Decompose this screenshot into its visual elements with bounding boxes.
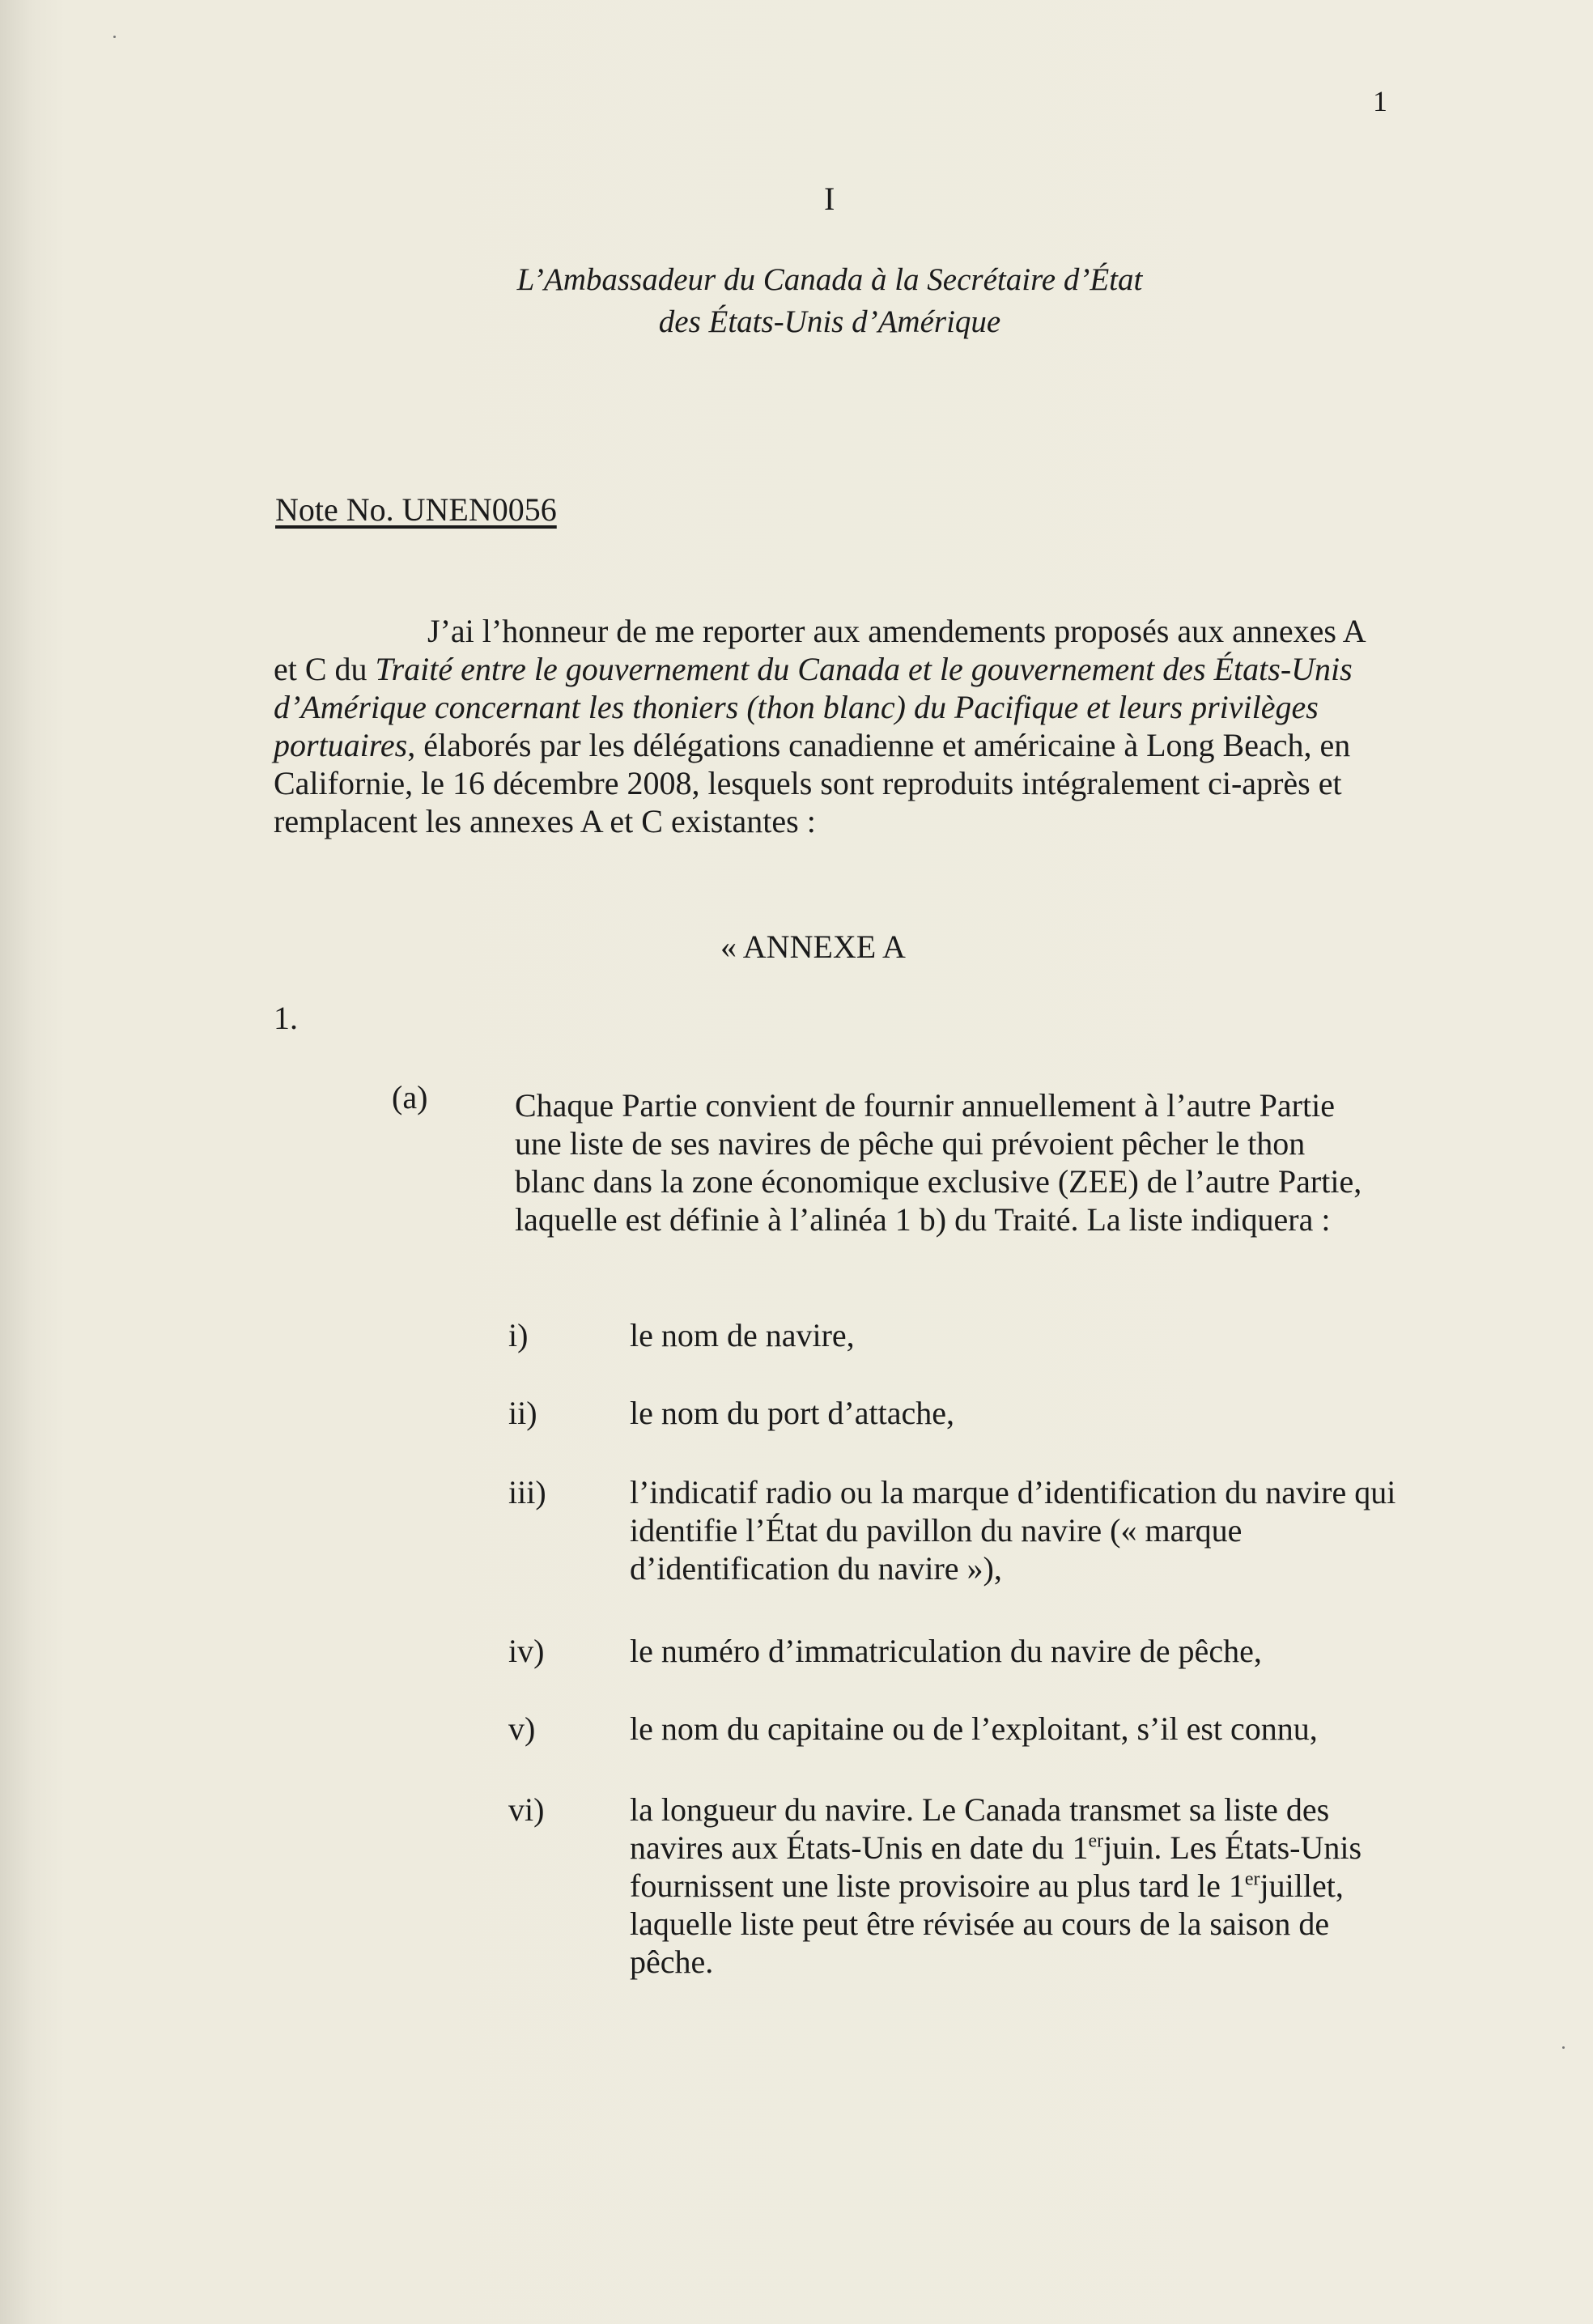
list-item-label: i) [508,1317,529,1353]
section-number: 1. [274,1000,298,1036]
list-item [508,1632,1399,1670]
superscript-er: er [1244,1868,1260,1890]
list-item-text: l’indicatif radio ou la marque d’identification du navire qui identifie l’État du pavillon du navire (« marque d’identification du navire »), [630,1474,1396,1587]
list-item [508,1473,1399,1587]
heading-line-2: des États-Unis d’Amérique [658,304,1001,339]
list-item-label: ii) [508,1395,537,1431]
list-item-text: le nom du capitaine ou de l’exploitant, s’il est connu, [630,1710,1318,1747]
list-item [508,1710,1399,1748]
heading-line-1: L’Ambassadeur du Canada à la Secrétaire d’État [516,262,1143,297]
scan-speck [1562,2046,1565,2049]
list-item [508,1791,1399,1981]
intro-text-part1: J’ai l’honneur de me reporter aux amendements proposés aux annexes A et C du [274,613,1365,687]
scan-speck [113,36,116,38]
annex-title: « ANNEXE A [720,928,906,965]
list-item-label: iv) [508,1633,545,1669]
list-item-label: vi) [508,1791,545,1828]
paragraph-a-label: (a) [392,1079,428,1115]
list-item-text [630,1791,1399,1981]
paragraph-a-text: Chaque Partie convient de fournir annuellement à l’autre Partie une liste de ses navires de pêche qui prévoient pêcher le thon blanc dans la zone économique exclusive (ZEE) de l’autre Partie, laquelle est définie à l’alinéa 1 b) du Traité. La liste indiquera : [515,1087,1362,1238]
item-vi-text-part3: juillet, laquelle liste peut être révisée au cours de la saison de pêche. [630,1867,1344,1980]
list-item-text: le numéro d’immatriculation du navire de pêche, [630,1633,1262,1669]
list-item-label: v) [508,1710,536,1747]
section-numeral: I [824,181,835,217]
intro-paragraph [274,612,1374,840]
page-number: 1 [1373,85,1387,117]
list-item [508,1316,1399,1354]
superscript-er: er [1088,1830,1104,1852]
note-reference: Note No. UNEN0056 [275,491,557,528]
item-vi-text-part1: la longueur du navire. Le Canada transmet sa liste des navires aux États-Unis en date du 1 [630,1791,1330,1866]
treaty-title: Traité entre le gouvernement du Canada et le gouvernement des États-Unis d’Amérique concernant les thoniers (thon blanc) du Pacifique et leurs privilèges portuaires [274,651,1353,763]
list-item [508,1394,1399,1432]
list-item-label: iii) [508,1474,546,1510]
item-vi-text-part2: juin. Les États-Unis fournissent une liste provisoire au plus tard le 1 [630,1829,1362,1904]
intro-text-part2: , élaborés par les délégations canadienne et américaine à Long Beach, en Californie, le 16 décembre 2008, lesquels sont reproduits intégralement ci-après et remplacent les annexes A et C existantes : [274,727,1351,839]
list-item-text: le nom de navire, [630,1317,855,1353]
list-item-text: le nom du port d’attache, [630,1395,954,1431]
